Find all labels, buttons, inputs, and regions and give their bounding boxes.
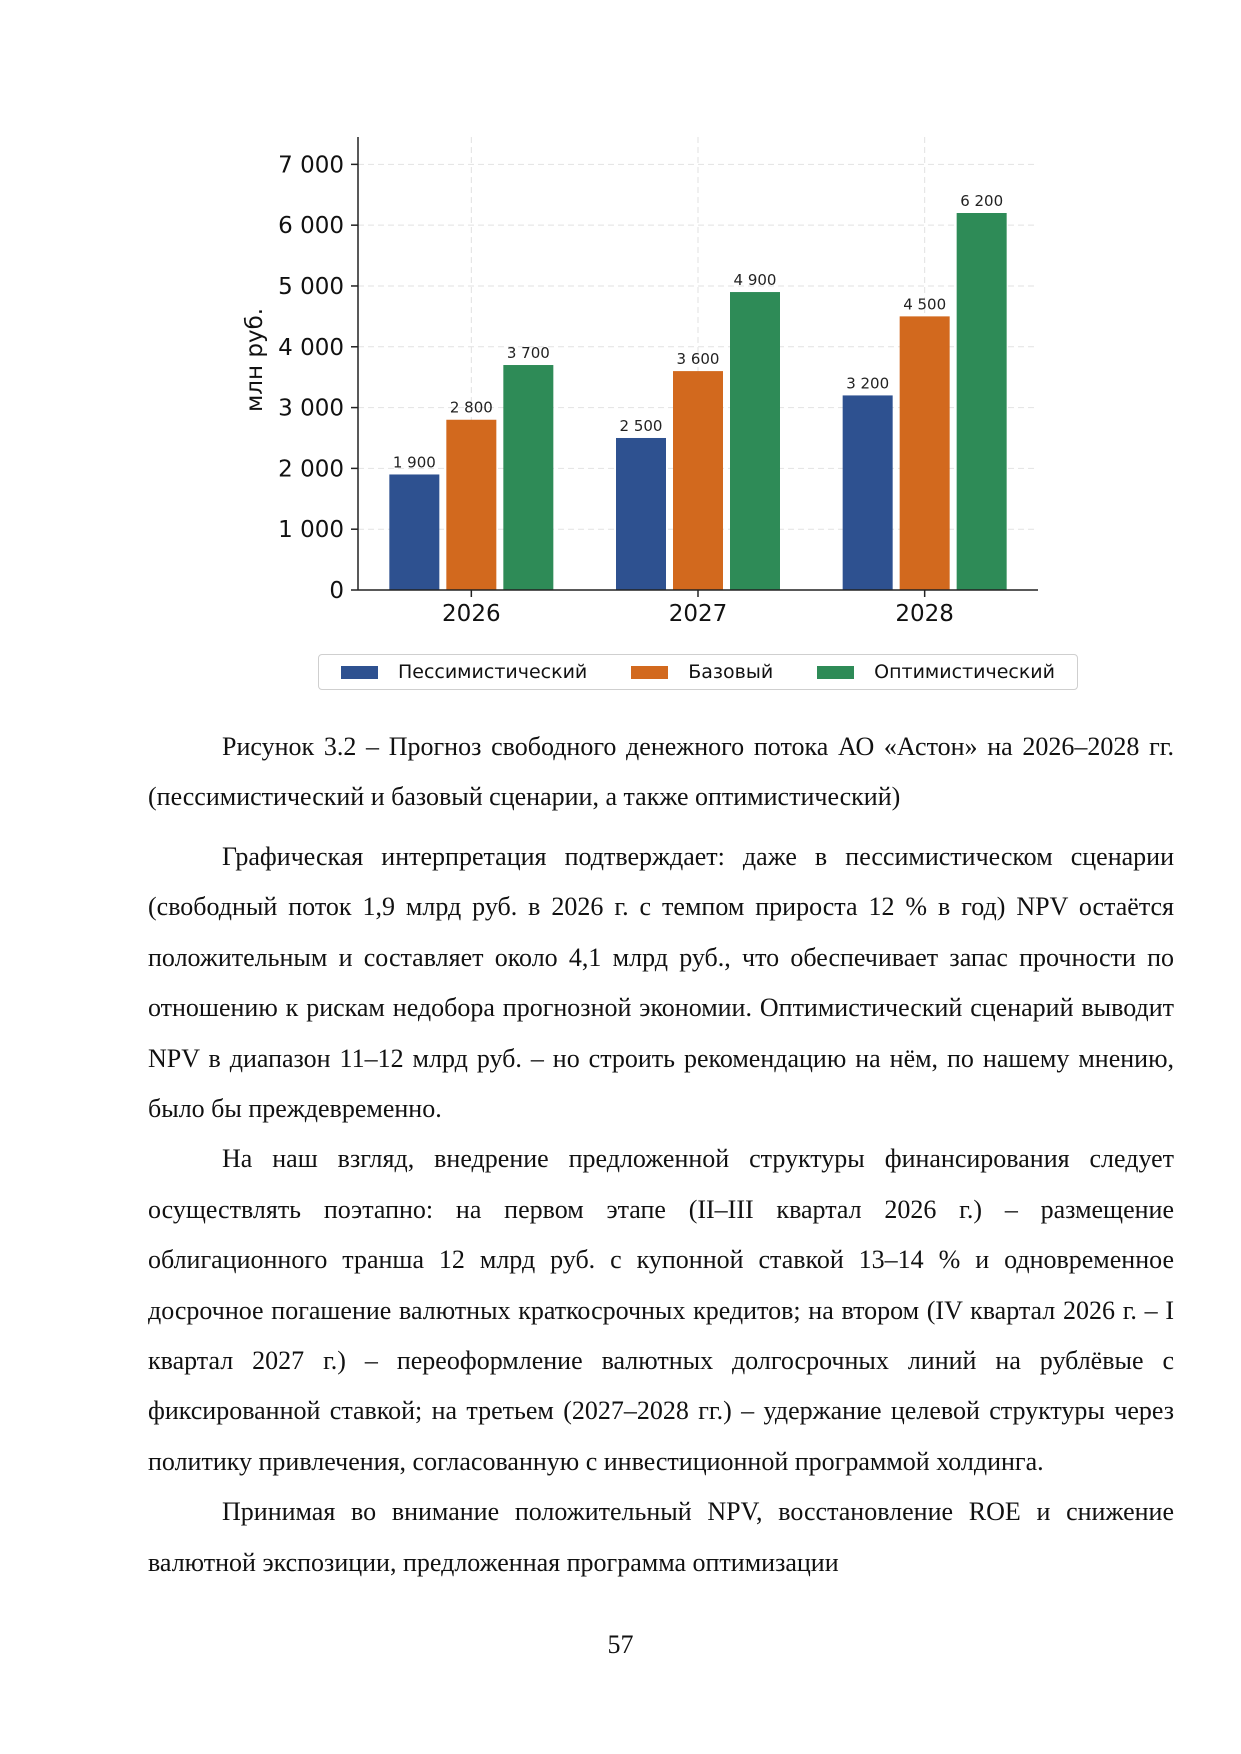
- y-tick-label: 7 000: [278, 152, 344, 179]
- bar: [446, 420, 496, 590]
- bar: [957, 213, 1007, 590]
- data-label: 3 600: [676, 350, 720, 369]
- legend-swatch-base: [631, 666, 668, 679]
- data-label: 3 200: [846, 374, 890, 393]
- legend-swatch-optimistic: [817, 666, 854, 679]
- legend-label-base: Базовый: [688, 661, 774, 683]
- figure-caption: Рисунок 3.2 – Прогноз свободного денежного потока АО «Астон» на 2026–2028 гг. (пессимистический и базовый сценарии, а также оптимистический): [148, 732, 1174, 811]
- bar-chart: [0, 0, 1241, 700]
- chart-legend: [318, 654, 1078, 690]
- body-text: [148, 832, 1174, 1588]
- y-tick-label: 4 000: [278, 334, 344, 361]
- legend-label-pessimistic: Пессимистический: [397, 661, 588, 683]
- y-tick-label: 6 000: [278, 213, 344, 240]
- page-number: 57: [607, 1630, 634, 1659]
- bar: [389, 474, 439, 590]
- data-label: 2 500: [619, 416, 663, 435]
- bar: [730, 292, 780, 590]
- x-tick-label: 2026: [442, 601, 501, 627]
- bar: [503, 365, 553, 590]
- data-label: 4 900: [733, 271, 777, 290]
- data-label: 1 900: [392, 453, 436, 472]
- x-tick-label: 2027: [668, 601, 728, 627]
- y-axis-label: млн руб.: [242, 307, 268, 413]
- legend-item-optimistic: [817, 661, 1055, 683]
- data-label: 3 700: [506, 344, 550, 363]
- bar: [843, 395, 893, 590]
- bar: [673, 371, 723, 590]
- legend-item-pessimistic: [341, 661, 587, 683]
- data-label: 2 800: [449, 398, 493, 417]
- legend-item-base: [631, 661, 773, 683]
- y-tick-label: 1 000: [278, 517, 344, 544]
- paragraph: Принимая во внимание положительный NPV, восстановление ROE и снижение валютной экспозиции, предложенная программа оптимизации: [148, 1497, 1174, 1577]
- paragraph: Графическая интерпретация подтверждает: даже в пессимистическом сценарии (свободный поток 1,9 млрд руб. в 2026 г. с темпом прироста 12 % в год) NPV остаётся положительным и составляет около 4,1 млрд руб., что обеспечивает запас прочности по отношению к рискам недобора прогнозной экономии. Оптимистический сценарий выводит NPV в диапазон 11–12 млрд руб. – но строить рекомендацию на нём, по нашему мнению, было бы преждевременно.: [148, 842, 1174, 1124]
- y-tick-label: 5 000: [278, 273, 344, 300]
- paragraph: На наш взгляд, внедрение предложенной структуры финансирования следует осуществлять поэтапно: на первом этапе (II–III квартал 2026 г.) – размещение облигационного транша 12 млрд руб. с купонной ставкой 13–14 % и одновременное досрочное погашение валютных краткосрочных кредитов; на втором (IV квартал 2026 г. – I квартал 2027 г.) – переоформление валютных долгосрочных линий на рублёвые с фиксированной ставкой; на третьем (2027–2028 гг.) – удержание целевой структуры через политику привлечения, согласованную с инвестиционной программой холдинга.: [148, 1144, 1174, 1476]
- y-tick-label: 3 000: [278, 395, 344, 422]
- data-label: 4 500: [903, 295, 947, 314]
- y-tick-label: 0: [329, 578, 344, 604]
- data-label: 6 200: [960, 192, 1004, 211]
- legend-label-optimistic: Оптимистический: [874, 661, 1055, 683]
- bar: [900, 316, 950, 590]
- legend-swatch-pessimistic: [341, 666, 378, 679]
- x-tick-label: 2028: [895, 601, 954, 627]
- bar: [616, 438, 666, 590]
- y-tick-label: 2 000: [278, 456, 344, 483]
